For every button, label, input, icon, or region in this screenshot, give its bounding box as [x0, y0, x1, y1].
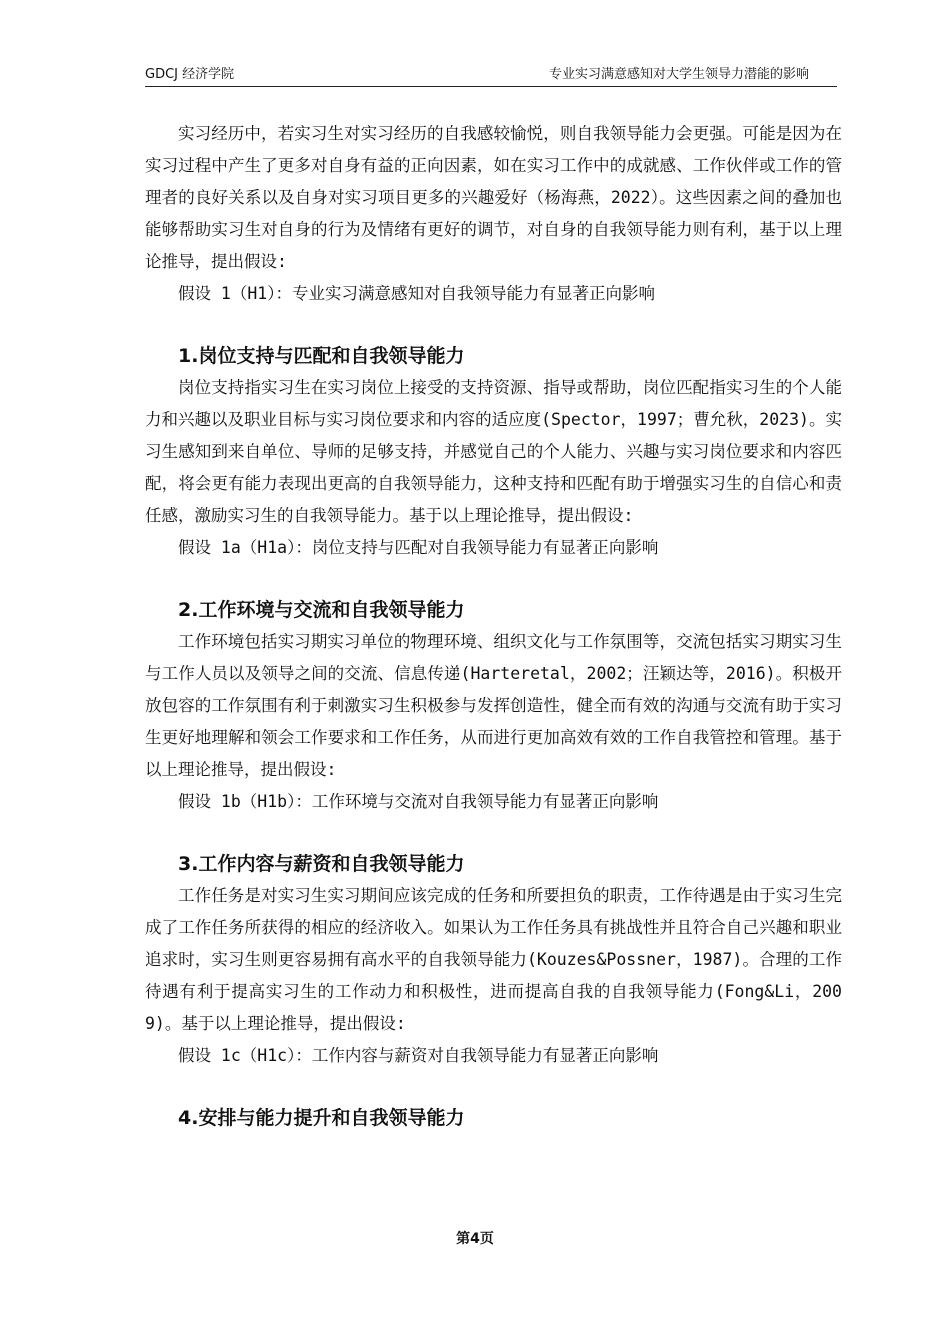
section-paragraph-1: 岗位支持指实习生在实习岗位上接受的支持资源、指导或帮助，岗位匹配指实习生的个人能力和兴趣以及职业目标与实习岗位要求和内容的适应度(Spector，1997；曹允秋，2023)。实习生感知到来自单位、导师的足够支持，并感觉自己的个人能力、兴趣与实习岗位要求和内容匹配，将会更有能力表现出更高的自我领导能力，这种支持和匹配有助于增强实习生的自信心和责任感，激励实习生的自我领导能力。基于以上理论推导，提出假设: — [145, 378, 842, 525]
header-institution: GDCJ 经济学院 — [145, 67, 235, 82]
page-number: 第4页 — [456, 1231, 494, 1247]
intro-paragraph: 实习经历中，若实习生对实习经历的自我感较愉悦，则自我领导能力会更强。可能是因为在实习过程中产生了更多对自身有益的正向因素，如在实习工作中的成就感、工作伙伴或工作的管理者的良好关系以及自身对实习项目更多的兴趣爱好（杨海燕，2022）。这些因素之间的叠加也能够帮助实习生对自身的行为及情绪有更好的调节，对自身的自我领导能力则有利，基于以上理论推导，提出假设: — [145, 124, 842, 271]
hypothesis-h1: 假设 1（H1）：专业实习满意感知对自我领导能力有显著正向影响 — [178, 284, 655, 303]
section-gap — [145, 310, 842, 340]
section-gap — [145, 818, 842, 848]
hypothesis-h1a: 假设 1a（H1a）：岗位支持与匹配对自我领导能力有显著正向影响 — [178, 538, 659, 557]
section-paragraph-3: 工作任务是对实习生实习期间应该完成的任务和所要担负的职责，工作待遇是由于实习生完成了工作任务所获得的相应的经济收入。如果认为工作任务具有挑战性并且符合自己兴趣和职业追求时，实习生则更容易拥有高水平的自我领导能力(Kouzes&Possner，1987)。合理的工作待遇有利于提高实习生的工作动力和积极性，进而提高自我的自我领导能力(Fong&Li，2009)。基于以上理论推导，提出假设: — [145, 886, 842, 1033]
hypothesis-h1c: 假设 1c（H1c）：工作内容与薪资对自我领导能力有显著正向影响 — [178, 1046, 659, 1065]
section-gap — [145, 1072, 842, 1102]
section-heading-2: 2.工作环境与交流和自我领导能力 — [178, 599, 465, 621]
section-paragraph-2: 工作环境包括实习期实习单位的物理环境、组织文化与工作氛围等，交流包括实习期实习生与工作人员以及领导之间的交流、信息传递(Harteretal，2002；汪颖达等，2016)。积极开放包容的工作氛围有利于刺激实习生积极参与发挥创造性，健全而有效的沟通与交流有助于实习生更好地理解和领会工作要求和工作任务，从而进行更加高效有效的工作自我管控和管理。基于以上理论推导，提出假设: — [145, 632, 842, 779]
page-header — [145, 66, 837, 87]
section-heading-4: 4.安排与能力提升和自我领导能力 — [178, 1107, 465, 1129]
document-body — [145, 118, 842, 1134]
section-gap — [145, 564, 842, 594]
header-paper-title: 专业实习满意感知对大学生领导力潜能的影响 — [548, 67, 809, 82]
section-heading-3: 3.工作内容与薪资和自我领导能力 — [178, 853, 465, 875]
hypothesis-h1b: 假设 1b（H1b）：工作环境与交流对自我领导能力有显著正向影响 — [178, 792, 659, 811]
section-heading-1: 1.岗位支持与匹配和自我领导能力 — [178, 345, 465, 367]
